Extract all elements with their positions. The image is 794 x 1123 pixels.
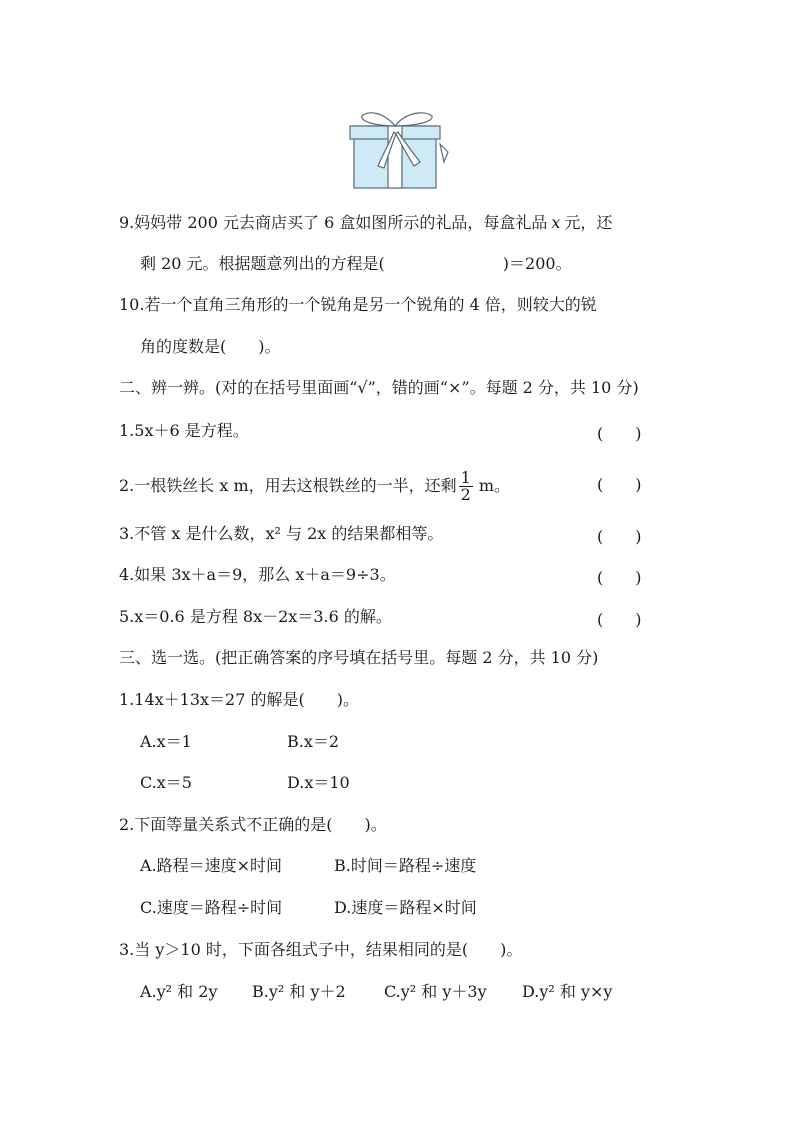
s2-answer-paren-2[interactable]: ( ) [597, 475, 642, 494]
section2-heading: 二、辨一辨。(对的在括号里面画“√”，错的画“×”。每题 2 分，共 10 分) [119, 378, 639, 397]
s3-q3-option-a: A.y² 和 2y [140, 982, 218, 1001]
s3-q1-option-b: B.x＝2 [287, 732, 340, 751]
s2-answer-paren-3[interactable]: ( ) [597, 527, 642, 546]
s3-q1-option-c: C.x＝5 [140, 773, 192, 792]
s3-q2-option-c: C.速度＝路程÷时间 [140, 898, 283, 917]
q9-line2: 剩 20 元。根据题意列出的方程是( )＝200。 [140, 254, 572, 273]
q10-line2: 角的度数是( )。 [140, 337, 281, 356]
s3-q2-option-a: A.路程＝速度×时间 [140, 856, 283, 875]
s2-answer-paren-5[interactable]: ( ) [597, 610, 642, 629]
s3-q3: 3.当 y＞10 时，下面各组式子中，结果相同的是( )。 [119, 940, 523, 959]
gift-box-illustration [348, 108, 450, 192]
s3-q3-option-b: B.y² 和 y＋2 [252, 982, 346, 1001]
s3-q3-option-d: D.y² 和 y×y [522, 982, 613, 1001]
s3-q1-option-d: D.x＝10 [287, 773, 350, 792]
q9-line1: 9.妈妈带 200 元去商店买了 6 盒如图所示的礼品，每盒礼品 x 元，还 [119, 213, 613, 232]
fraction-one-half: $\frac{1}{2}$ [460, 468, 471, 504]
s2-answer-paren-4[interactable]: ( ) [597, 568, 642, 587]
s3-q2-option-d: D.速度＝路程×时间 [334, 898, 477, 917]
s2-item-1: 1.5x＋6 是方程。 [119, 421, 249, 440]
s3-q2-option-b: B.时间＝路程÷速度 [334, 856, 477, 875]
s2-item-4: 4.如果 3x＋a＝9，那么 x＋a＝9÷3。 [119, 565, 396, 584]
s2-item-3: 3.不管 x 是什么数，x² 与 2x 的结果都相等。 [119, 524, 444, 543]
s3-q1: 1.14x＋13x＝27 的解是( )。 [119, 690, 359, 709]
s3-q2: 2.下面等量关系式不正确的是( )。 [119, 815, 387, 834]
s3-q1-option-a: A.x＝1 [140, 732, 192, 751]
q10-line1: 10.若一个直角三角形的一个锐角是另一个锐角的 4 倍，则较大的锐 [119, 295, 597, 314]
s2-item-2: 2.一根铁丝长 x m，用去这根铁丝的一半，还剩 $\frac{1}{2}$ m。 [119, 468, 511, 504]
s3-q3-option-c: C.y² 和 y＋3y [384, 982, 487, 1001]
s2-item-5: 5.x＝0.6 是方程 8x－2x＝3.6 的解。 [119, 607, 392, 626]
s2-answer-paren-1[interactable]: ( ) [597, 424, 642, 443]
section3-heading: 三、选一选。(把正确答案的序号填在括号里。每题 2 分，共 10 分) [119, 648, 599, 667]
